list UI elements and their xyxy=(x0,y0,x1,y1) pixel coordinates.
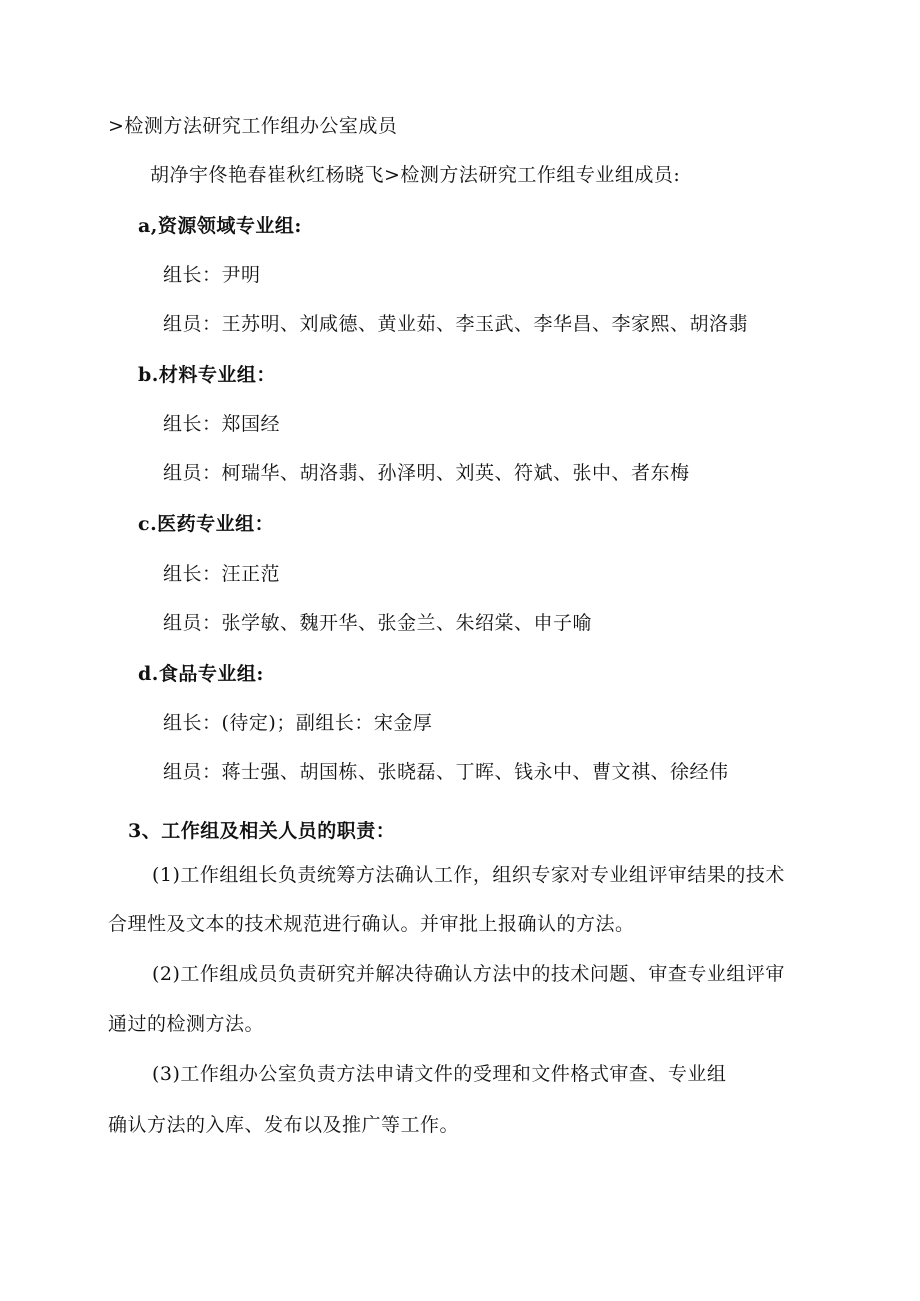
duty-2-line-2: 通过的检测方法。 xyxy=(108,1013,265,1035)
group-a-title: a,资源领域专业组: xyxy=(138,215,302,237)
group-d-title: d.食品专业组: xyxy=(138,663,264,685)
group-c-title: c.医药专业组： xyxy=(138,513,275,535)
group-a-leader: 组长：尹明 xyxy=(163,264,261,286)
duty-3-line-2: 确认方法的入库、发布以及推广等工作。 xyxy=(108,1114,460,1136)
group-c-leader: 组长：汪正范 xyxy=(163,563,281,585)
duties-heading: 3、工作组及相关人员的职责： xyxy=(128,820,396,842)
duty-2-line-1: (2)工作组成员负责研究并解决待确认方法中的技术问题、审查专业组评审 xyxy=(152,963,785,985)
group-d-members: 组员：蒋士强、胡国栋、张晓磊、丁晖、钱永中、曹文祺、徐经伟 xyxy=(163,761,729,783)
group-b-leader: 组长：郑国经 xyxy=(163,413,281,435)
duty-3-line-1: (3)工作组办公室负责方法申请文件的受理和文件格式审查、专业组 xyxy=(152,1063,727,1085)
group-d-leader: 组长：(待定)；副组长：宋金厚 xyxy=(163,712,433,734)
duty-1-line-2: 合理性及文本的技术规范进行确认。并审批上报确认的方法。 xyxy=(108,913,635,935)
office-members-line: 胡净宇佟艳春崔秋红杨晓飞>检测方法研究工作组专业组成员: xyxy=(150,164,681,186)
group-b-title: b.材料专业组： xyxy=(138,364,276,386)
duty-1-line-1: (1)工作组组长负责统筹方法确认工作，组织专家对专业组评审结果的技术 xyxy=(152,864,785,886)
office-members-heading: >检测方法研究工作组办公室成员 xyxy=(108,115,398,137)
group-c-members: 组员：张学敏、魏开华、张金兰、朱绍棠、申子喻 xyxy=(163,612,593,634)
group-b-members: 组员：柯瑞华、胡洛翡、孙泽明、刘英、符斌、张中、者东梅 xyxy=(163,462,690,484)
group-a-members: 组员：王苏明、刘咸德、黄业茹、李玉武、李华昌、李家熙、胡洛翡 xyxy=(163,313,749,335)
